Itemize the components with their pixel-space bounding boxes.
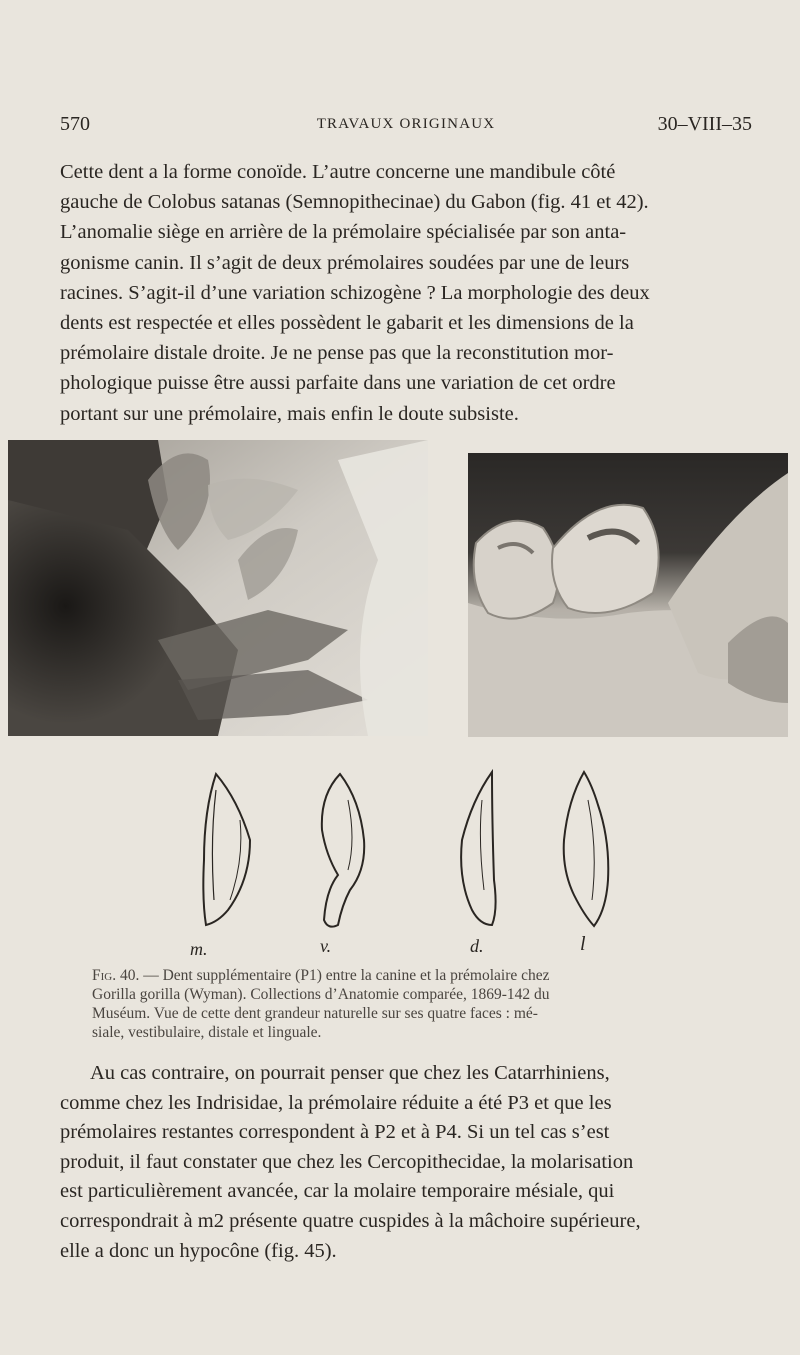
caption-figure-label: Fig. 40. xyxy=(92,967,140,984)
text-line: correspondrait à m2 présente quatre cuspides à la mâchoire supérieure, xyxy=(60,1209,641,1232)
drawing-label-distal: d. xyxy=(470,936,484,956)
paragraph-1 xyxy=(60,157,754,429)
text-line: comme chez les Indrisidae, la prémolaire réduite a été P3 et que les xyxy=(60,1091,612,1114)
issue-date: 30–VIII–35 xyxy=(657,113,752,135)
text-line: portant sur une prémolaire, mais enfin le doute subsiste. xyxy=(60,402,519,425)
radiograph-photo xyxy=(8,440,428,736)
distal-view-drawing xyxy=(461,772,495,925)
lingual-view-drawing xyxy=(564,772,609,926)
caption-line: Muséum. Vue de cette dent grandeur naturelle sur ses quatre faces : mé- xyxy=(92,1005,538,1022)
caption-line: siale, vestibulaire, distale et linguale. xyxy=(92,1024,322,1041)
text-line: Cette dent a la forme conoïde. L’autre concerne une mandibule côté xyxy=(60,161,616,183)
running-header xyxy=(60,113,752,141)
figure-caption xyxy=(92,966,760,1042)
running-title: TRAVAUX ORIGINAUX xyxy=(316,116,496,132)
text-line: phologique puisse être aussi parfaite dans une variation de cet ordre xyxy=(60,372,616,395)
text-line: est particulièrement avancée, car la molaire temporaire mésiale, qui xyxy=(60,1180,615,1203)
tooth-drawings xyxy=(180,760,640,960)
text-line: racines. S’agit-il d’une variation schizogène ? La morphologie des deux xyxy=(60,281,650,304)
molar-teeth-photo xyxy=(468,453,788,737)
vestibular-view-drawing xyxy=(322,774,364,927)
text-line: L’anomalie siège en arrière de la prémolaire spécialisée par son anta- xyxy=(60,221,627,244)
drawing-label-mesial: m. xyxy=(190,939,208,959)
text-line: elle a donc un hypocône (fig. 45). xyxy=(60,1239,337,1262)
page-number: 570 xyxy=(60,113,90,135)
text-line: prémolaire distale droite. Je ne pense pas que la reconstitution mor- xyxy=(60,342,614,365)
text-line: prémolaires restantes correspondent à P2 et à P4. Si un tel cas s’est xyxy=(60,1121,610,1144)
drawing-label-lingual: l xyxy=(580,933,586,955)
caption-line: Gorilla gorilla (Wyman). Collections d’Anatomie comparée, 1869-142 du xyxy=(92,986,550,1003)
mesial-view-drawing xyxy=(203,774,250,925)
paragraph-2 xyxy=(60,1059,754,1266)
text-line: dents est respectée et elles possèdent le gabarit et les dimensions de la xyxy=(60,312,634,335)
text-line: produit, il faut constater que chez les Cercopithecidae, la molarisation xyxy=(60,1150,634,1173)
text-line: gauche de Colobus satanas (Semnopithecinae) du Gabon (fig. 41 et 42). xyxy=(60,191,649,214)
text-line: gonisme canin. Il s’agit de deux prémolaires soudées par une de leurs xyxy=(60,251,630,274)
caption-line-1 xyxy=(92,966,760,985)
caption-text: — Dent supplémentaire (P1) entre la canine et la prémolaire chez xyxy=(143,967,550,984)
text-line: Au cas contraire, on pourrait penser que chez les Catarrhiniens, xyxy=(90,1062,610,1084)
drawing-label-vestibular: v. xyxy=(320,936,332,956)
